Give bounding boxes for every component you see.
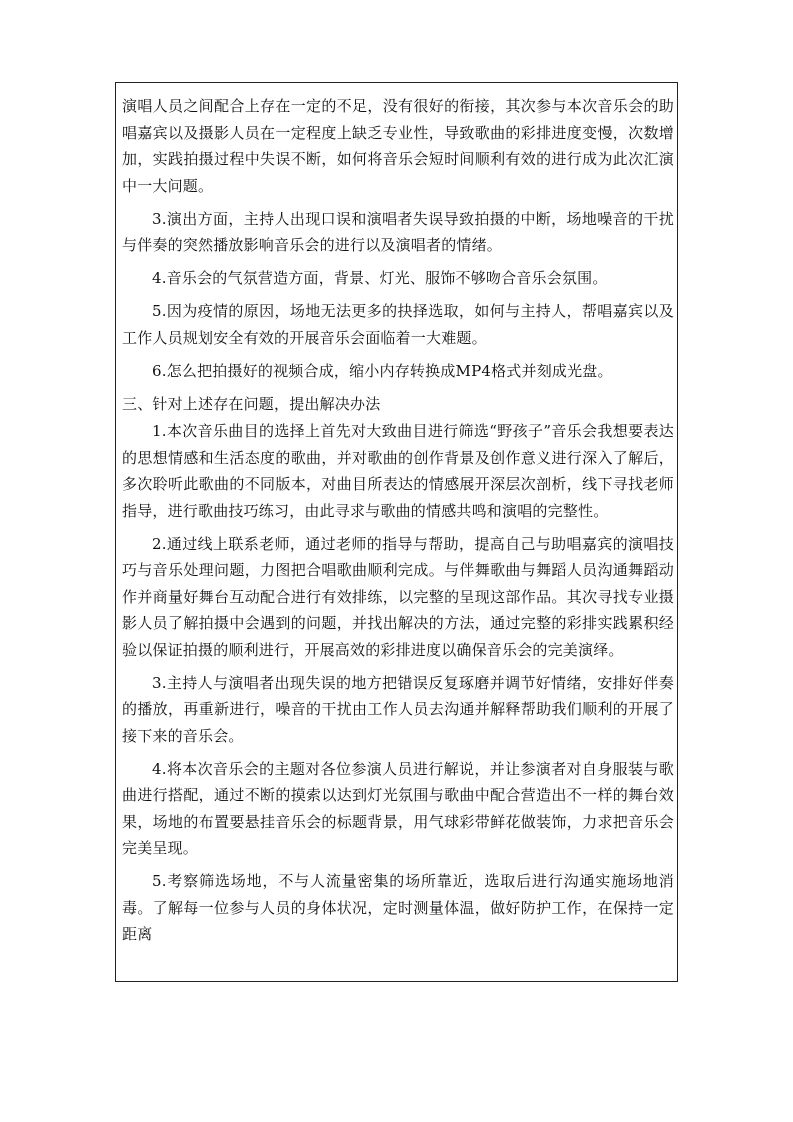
- paragraph-continuation: 演唱人员之间配合上存在一定的不足，没有很好的衔接，其次参与本次音乐会的助唱嘉宾以及摄影人员在一定程度上缺乏专业性，导致歌曲的彩排进度变慢，次数增加，实践拍摄过程中失误不断，如何将音乐会短时间顺利有效的进行成为此次汇演中一大问题。: [122, 97, 674, 195]
- paragraph-issue-5: 5.因为疫情的原因，场地无法更多的抉择选取，如何与主持人，帮唱嘉宾以及工作人员规划安全有效的开展音乐会面临着一大难题。: [122, 302, 674, 347]
- paragraph-solution-4: 4.将本次音乐会的主题对各位参演人员进行解说，并让参演者对自身服装与歌曲进行搭配，通过不断的摸索以达到灯光氛围与歌曲中配合营造出不一样的舞台效果，场地的布置要悬挂音乐会的标题背景，用气球彩带鲜花做装饰，力求把音乐会完美呈现。: [122, 759, 674, 857]
- paragraph-solution-5: 5.考察筛选场地，不与人流量密集的场所靠近，选取后进行沟通实施场地消毒。了解每一位参与人员的身体状况，定时测量体温，做好防护工作，在保持一定距离: [122, 872, 674, 943]
- paragraph-issue-4: 4.音乐会的气氛营造方面，背景、灯光、服饰不够吻合音乐会氛围。: [152, 269, 608, 287]
- section-heading: 三、针对上述存在问题，提出解决办法: [122, 394, 381, 413]
- paragraph-issue-6: 6.怎么把拍摄好的视频合成，缩小内存转换成MP4格式并刻成光盘。: [152, 361, 613, 380]
- paragraph-solution-3: 3.主持人与演唱者出现失误的地方把错误反复琢磨并调节好情绪，安排好伴奏的播放，再重新进行，噪音的干扰由工作人员去沟通并解释帮助我们顺利的开展了接下来的音乐会。: [122, 673, 674, 745]
- document-body: [122, 93, 674, 954]
- paragraph-issue-3: 3.演出方面，主持人出现口误和演唱者失误导致拍摄的中断，场地噪音的干扰与伴奏的突然播放影响音乐会的进行以及演唱者的情绪。: [122, 209, 674, 254]
- paragraph-solution-2: 2.通过线上联系老师，通过老师的指导与帮助，提高自己与助唱嘉宾的演唱技巧与音乐处理问题，力图把合唱歌曲顺利完成。与伴舞歌曲与舞蹈人员沟通舞蹈动作并商量好舞台互动配合进行有效排练，以完整的呈现这部作品。其次寻找专业摄影人员了解拍摄中会遇到的问题，并找出解决的方法，通过完整的彩排实践累积经验以保证拍摄的顺利进行，开展高效的彩排进度以确保音乐会的完美演绎。: [122, 534, 674, 659]
- paragraph-solution-1: 1.本次音乐曲目的选择上首先对大致曲目进行筛选“野孩子”音乐会我想要表达的思想情感和生活态度的歌曲，并对歌曲的创作背景及创作意义进行深入了解后，多次聆听此歌曲的不同版本，对曲目所表达的情感展开深层次剖析，线下寻找老师指导，进行歌曲技巧练习，由此寻求与歌曲的情感共鸣和演唱的完整性。: [122, 422, 674, 520]
